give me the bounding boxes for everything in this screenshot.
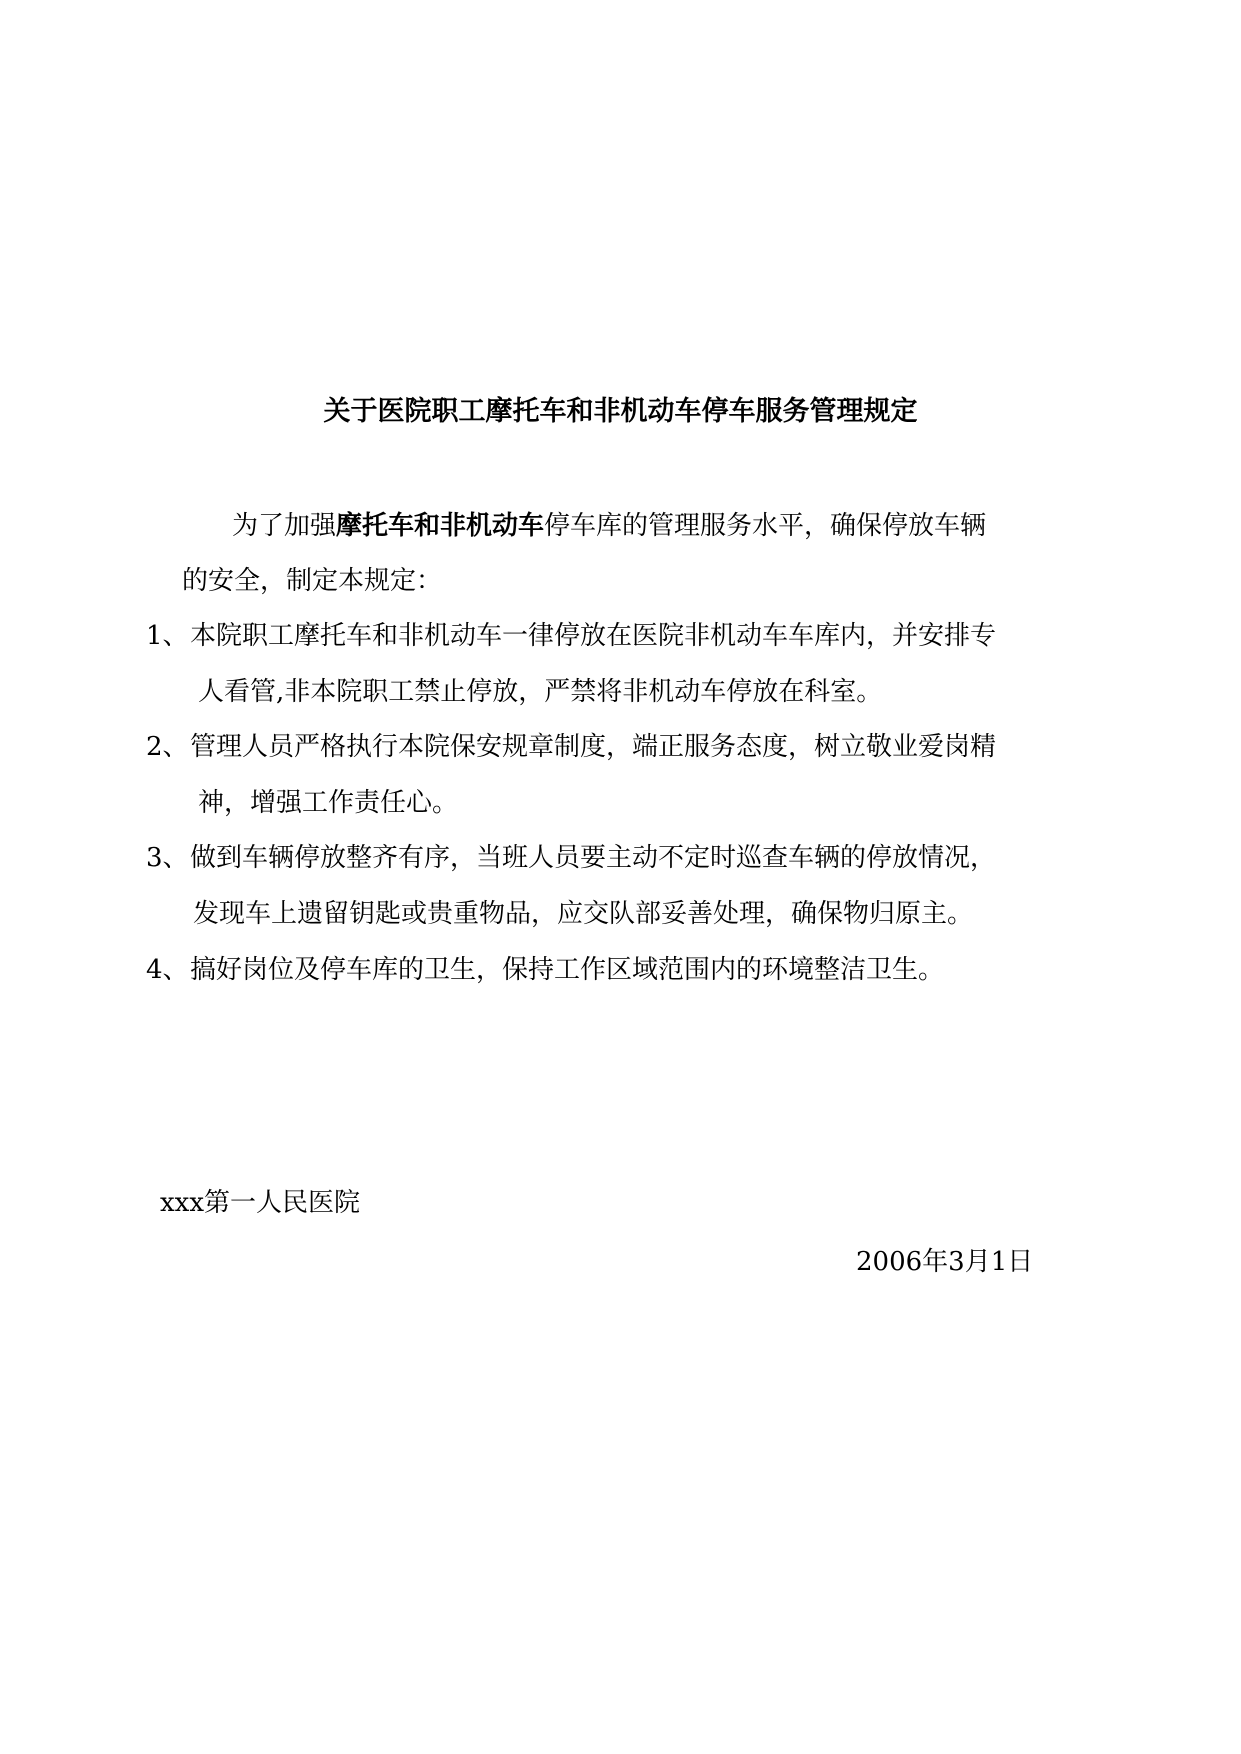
signature-organization: xxx第一人民医院 [160, 1188, 360, 1218]
list-item-number: 3、 [146, 843, 189, 873]
list-item-line-1: 管理人员严格执行本院保安规章制度，端正服务态度，树立敬业爱岗精 [190, 732, 997, 762]
list-item-number: 1、 [146, 621, 189, 651]
list-item-line-2: 神，增强工作责任心。 [198, 788, 459, 818]
intro-paragraph-line-1 [232, 508, 986, 544]
list-item-line-2: 人看管,非本院职工禁止停放，严禁将非机动车停放在科室。 [198, 677, 883, 707]
list-item-line-1: 本院职工摩托车和非机动车一律停放在医院非机动车车库内，并安排专 [190, 621, 997, 651]
list-item-number: 4、 [146, 955, 189, 985]
list-item-line-1: 做到车辆停放整齐有序，当班人员要主动不定时巡查车辆的停放情况， [190, 843, 997, 873]
document-title: 关于医院职工摩托车和非机动车停车服务管理规定 [323, 396, 918, 427]
signature-date: 2006年3月1日 [856, 1247, 1034, 1277]
list-item-line-2: 发现车上遗留钥匙或贵重物品，应交队部妥善处理，确保物归原主。 [193, 899, 974, 929]
intro-text-bold: 摩托车和非机动车 [336, 511, 545, 541]
list-item-number: 2、 [146, 732, 189, 762]
intro-text-suffix: 停车库的管理服务水平，确保停放车辆 [544, 511, 987, 541]
intro-text-prefix: 为了加强 [232, 511, 337, 541]
list-item-line-1: 搞好岗位及停车库的卫生，保持工作区域范围内的环境整洁卫生。 [190, 955, 945, 985]
intro-paragraph-line-2: 的安全，制定本规定： [182, 566, 443, 596]
